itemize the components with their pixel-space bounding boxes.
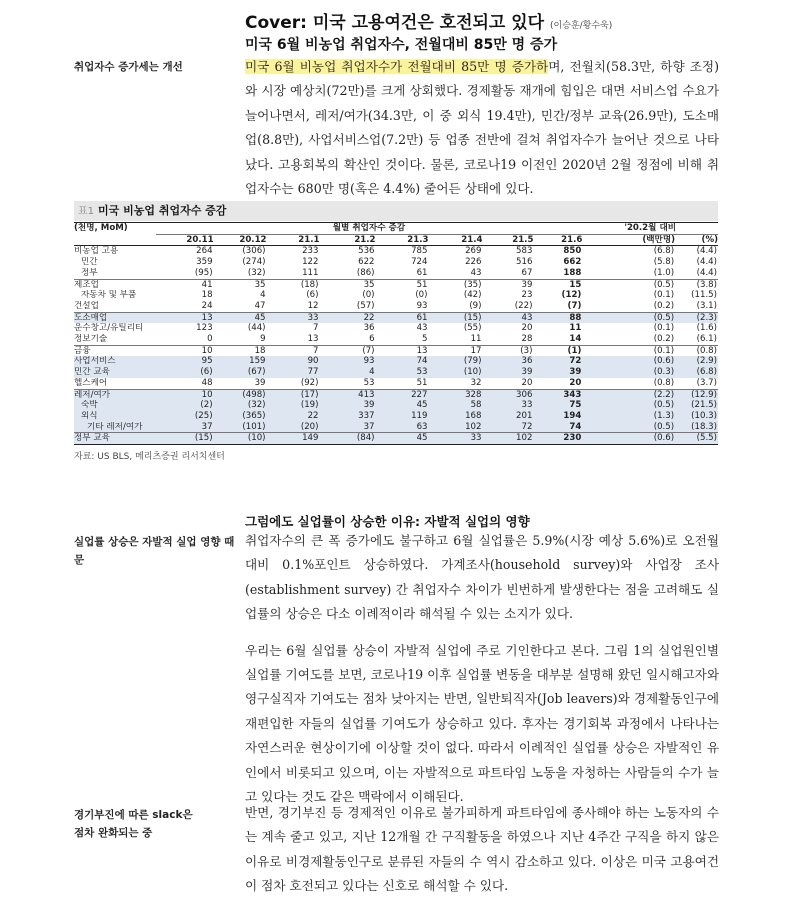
table-cell: 850	[563, 246, 582, 257]
table-cell: 47	[254, 300, 266, 311]
table-cell: 39	[483, 279, 534, 290]
table-cell: (1.6)	[696, 323, 717, 334]
row-label: 헬스케어	[74, 377, 108, 388]
row-label: 정보기술	[74, 334, 108, 345]
table-cell: 45	[376, 400, 429, 411]
table-cell: 102	[483, 433, 534, 445]
table-cell: 53	[376, 367, 429, 378]
table-cell: 37	[156, 422, 214, 433]
table-cell: 20	[521, 377, 533, 388]
table-row	[74, 356, 718, 367]
table-cell: 10	[156, 389, 214, 400]
table-cell: 328	[429, 389, 483, 400]
col-header: 21.5	[483, 234, 534, 246]
table-cell: 11	[569, 323, 582, 334]
col-header: (백만명)	[582, 234, 675, 246]
table-row	[74, 334, 718, 345]
table-cell: 23	[521, 290, 533, 301]
title-text: Cover: 미국 고용여건은 호전되고 있다	[245, 13, 545, 33]
table-cell: 61	[416, 267, 428, 278]
table-cell: (0.5)	[582, 312, 675, 323]
table-tag: 표1	[78, 206, 95, 217]
table-cell: 33	[483, 400, 534, 411]
table-cell: (7)	[320, 345, 376, 356]
table-cell: 74	[533, 422, 582, 433]
table-cell: 622	[358, 257, 375, 268]
table-cell: 159	[214, 356, 267, 367]
table-cell: 226	[465, 257, 482, 268]
section2-heading: 그럼에도 실업률이 상승한 이유: 자발적 실업의 영향	[245, 514, 530, 529]
row-label: 외식	[74, 411, 156, 422]
table-cell: (20)	[267, 422, 320, 433]
table-cell: (0.1)	[653, 290, 675, 301]
table-cell: 48	[201, 377, 213, 388]
table-cell: (1.3)	[582, 411, 675, 422]
table-cell: (11.5)	[691, 290, 717, 301]
table-row	[74, 257, 718, 268]
page-subtitle: 미국 6월 비농업 취업자수, 전월대비 85만 명 증가	[245, 37, 558, 53]
table-cell: 227	[376, 389, 429, 400]
side-label-slack-line1: 경기부진에 따른 slack은	[74, 809, 193, 821]
table-cell: (2.2)	[582, 389, 675, 400]
table-cell: (101)	[214, 422, 267, 433]
table-cell: (0.5)	[582, 422, 675, 433]
table-cell: 122	[302, 257, 319, 268]
table-cell: 45	[376, 433, 429, 445]
table-cell: 188	[563, 267, 582, 278]
table-row	[74, 378, 718, 389]
table-cell: (3.1)	[696, 300, 717, 311]
table-cell: (21.5)	[675, 400, 718, 411]
table-cell: (95)	[194, 267, 213, 278]
table-cell: 13	[156, 312, 214, 323]
table-cell: 33	[267, 312, 320, 323]
table-cell: (0)	[362, 290, 375, 301]
byline: (이승훈/황수욱)	[550, 21, 613, 31]
row-label: 민간	[81, 257, 98, 268]
table-cell: (2.3)	[675, 312, 718, 323]
table-cell: (67)	[214, 367, 267, 378]
col-header: 20.11	[156, 234, 214, 246]
table-cell: (4.4)	[696, 257, 717, 268]
table-cell: 4	[260, 290, 266, 301]
feb-header: '20.2월 대비	[582, 223, 718, 235]
section1-text: 며, 전월치(58.3만, 하향 조정)와 시장 예상치(72만)를 크게 상회했다. 경제활동 재개에 힘입은 대면 서비스업 수요가 늘어나면서, 레저/여가(34.3만, 이 중 외식 19.4만), 민간/정부 교육(26.9만), 도소매업(8.8만), 사업서비스업(7.2만) 등 업종 전반에 걸쳐 취업자수가 늘어난 것으로 나타났다. 고용회복의 확산인 것이다. 물론, 코로나19 이전인 2020년 2월 정점에 비해 취업자수는 680만 명(혹은 4.4%) 줄어든 상태에 있다.	[245, 59, 719, 197]
table-cell: 306	[483, 389, 534, 400]
table-cell: 343	[533, 389, 582, 400]
col-header: 21.1	[267, 234, 320, 246]
table-cell: 6	[369, 334, 375, 345]
table-cell: 88	[533, 312, 582, 323]
table-cell: 12	[307, 300, 319, 311]
side-label-slack-line2: 점차 완화되는 중	[74, 827, 153, 839]
table-cell: 39	[483, 367, 534, 378]
table-cell: 18	[214, 345, 267, 356]
table-cell: (498)	[214, 389, 267, 400]
col-header: 20.12	[214, 234, 267, 246]
table-cell: (0.1)	[582, 345, 675, 356]
table-cell: (92)	[300, 377, 319, 388]
table-cell: 264	[196, 246, 213, 257]
row-label: 금융	[74, 345, 156, 356]
row-label: 정부	[81, 267, 98, 278]
table-cell: (22)	[514, 300, 533, 311]
table-cell: (3.8)	[675, 279, 718, 290]
table-cell: (0.6)	[582, 356, 675, 367]
table-cell: 14	[569, 334, 582, 345]
table-source: 자료: US BLS, 메리츠증권 리서치센터	[74, 452, 225, 462]
table-cell: (55)	[463, 323, 482, 334]
table-cell: (6.8)	[675, 367, 718, 378]
side-label-unemployment: 실업률 상승은 자발적 실업 영향 때문	[74, 536, 235, 566]
table-cell: 194	[533, 411, 582, 422]
table-cell: 74	[376, 356, 429, 367]
table-cell: (4.4)	[696, 267, 717, 278]
table-cell: 269	[465, 246, 482, 257]
table-cell: 4	[320, 367, 376, 378]
table-cell: 53	[363, 377, 375, 388]
section2-para2: 우리는 6월 실업률 상승이 자발적 실업에 주로 기인한다고 본다. 그림 1의 실업원인별 실업률 기여도를 보면, 코로나19 이후 실업률 변동을 대부분 설명해 왔던 일시해고자와 영구실직자 기여도는 점차 낮아지는 반면, 일반퇴직자(Job leavers)와 경제활동인구에 재편입한 자들의 실업률 기여도가 상승하고 있다. 후자는 경기회복 과정에서 나타나는 자연스러운 현상이기에 이상할 것이 없다. 따라서 이례적인 실업률 상승은 자발적인 유인에서 비롯되고 있으며, 이는 자발적으로 파트타임 노동을 자청하는 사람들의 수가 늘고 있다는 것도 같은 맥락에서 이해된다.	[245, 642, 719, 805]
table-title-bar	[74, 201, 718, 221]
highlighted-text: 미국 6월 비농업 취업자수가 전월대비 85만 명 증가하	[245, 59, 549, 74]
table-cell: 32	[470, 377, 482, 388]
row-label: 민간 교육	[74, 367, 156, 378]
table-cell: 51	[416, 377, 428, 388]
table-cell: (5.5)	[675, 433, 718, 445]
table-cell: 39	[533, 367, 582, 378]
table-cell: (25)	[156, 411, 214, 422]
table-cell: 13	[307, 334, 319, 345]
table-cell: 233	[302, 246, 319, 257]
row-label: 사업서비스	[74, 356, 156, 367]
table-row	[74, 422, 718, 433]
table-cell: (15)	[429, 312, 483, 323]
table-row	[74, 389, 718, 400]
row-label: 건설업	[74, 300, 99, 311]
table-cell: (57)	[356, 300, 375, 311]
monthly-header: 월별 취업자수 증감	[156, 223, 583, 235]
col-header: 21.3	[376, 234, 429, 246]
table-cell: (0.2)	[653, 300, 675, 311]
side-label-slack	[74, 806, 239, 842]
table-cell: 11	[470, 334, 482, 345]
table-cell: (79)	[429, 356, 483, 367]
table-cell: 24	[201, 300, 213, 311]
table-cell: 39	[254, 377, 266, 388]
table-row	[74, 290, 718, 301]
row-label: 레저/여가	[74, 389, 156, 400]
table-cell: 123	[196, 323, 213, 334]
col-header: (%)	[675, 234, 718, 246]
table-cell: (0.1)	[653, 323, 675, 334]
table-row	[74, 345, 718, 356]
table-cell: (0)	[415, 290, 428, 301]
table-cell: (32)	[214, 400, 267, 411]
table-cell: 28	[521, 334, 533, 345]
table-cell: 230	[533, 433, 582, 445]
table-cell: (7)	[567, 300, 582, 311]
table-cell: 43	[470, 267, 482, 278]
table-cell: (19)	[267, 400, 320, 411]
row-label: 정부 교육	[74, 433, 156, 445]
table-cell: 41	[156, 279, 214, 290]
table-cell: (0.3)	[582, 367, 675, 378]
row-label: 자동차 및 부품	[81, 290, 137, 301]
table-row	[74, 279, 718, 290]
table-cell: 20	[521, 323, 533, 334]
table-cell: (35)	[429, 279, 483, 290]
table-cell: 51	[376, 279, 429, 290]
table-cell: 45	[214, 312, 267, 323]
section3-para: 반면, 경기부진 등 경제적인 이유로 불가피하게 파트타임에 종사해야 하는 노동자의 수는 계속 줄고 있고, 지난 12개월 간 구직활동을 하였으나 지난 4주간 구직을 하지 않은 이유로 비경제활동인구로 분류된 자들의 수 역시 감소하고 있다. 이상은 미국 고용여건이 점차 호전되고 있다는 신호로 해석할 수 있다.	[245, 805, 719, 894]
table-cell: 168	[429, 411, 483, 422]
table-row	[74, 433, 718, 445]
table-cell: (44)	[247, 323, 266, 334]
table-cell: 5	[422, 334, 428, 345]
table-cell: (365)	[214, 411, 267, 422]
table-cell: (0.5)	[582, 279, 675, 290]
table-row	[74, 367, 718, 378]
table-cell: (15)	[156, 433, 214, 445]
table-cell: 90	[267, 356, 320, 367]
table-cell: 35	[320, 279, 376, 290]
table-cell: 72	[533, 356, 582, 367]
table-cell: 0	[207, 334, 213, 345]
table-row	[74, 301, 718, 312]
table-cell: 58	[429, 400, 483, 411]
col-header: 21.4	[429, 234, 483, 246]
employment-table	[74, 222, 718, 445]
section2-body	[245, 529, 719, 809]
table-cell: 7	[313, 323, 319, 334]
row-label: 운수창고/유틸리티	[74, 323, 144, 334]
table-cell: 93	[416, 300, 428, 311]
table-cell: 43	[483, 312, 534, 323]
table-cell: (0.2)	[653, 334, 675, 345]
table-cell: 20	[569, 377, 582, 388]
table-cell: 583	[516, 246, 533, 257]
table-cell: (6)	[306, 290, 319, 301]
table-cell: (32)	[247, 267, 266, 278]
table-cell: 785	[411, 246, 428, 257]
table-cell: (3.7)	[696, 377, 717, 388]
table-cell: 22	[320, 312, 376, 323]
table-cell: 63	[376, 422, 429, 433]
table-cell: (12)	[561, 290, 582, 301]
table-cell: 337	[320, 411, 376, 422]
table-cell: 102	[429, 422, 483, 433]
table-row	[74, 323, 718, 334]
table-cell: (0.8)	[653, 377, 675, 388]
table-cell: 36	[363, 323, 375, 334]
table-cell: 35	[214, 279, 267, 290]
table-cell: (9)	[469, 300, 482, 311]
table-cell: 37	[320, 422, 376, 433]
table-cell: (6.8)	[653, 246, 675, 257]
table-row	[74, 246, 718, 257]
table-cell: (6)	[156, 367, 214, 378]
table-cell: 724	[411, 257, 428, 268]
table-cell: 201	[483, 411, 534, 422]
table-cell: 536	[358, 246, 375, 257]
table-row	[74, 268, 718, 279]
row-label: 도소매업	[74, 312, 156, 323]
table-row	[74, 411, 718, 422]
table-cell: (86)	[356, 267, 375, 278]
table-row	[74, 312, 718, 323]
table-cell: 359	[196, 257, 213, 268]
table-cell: 93	[320, 356, 376, 367]
table-cell: (6.1)	[696, 334, 717, 345]
row-label: 숙박	[74, 400, 156, 411]
table-cell: (18)	[267, 279, 320, 290]
table-cell: 662	[563, 257, 582, 268]
row-label: 기타 레저/여가	[74, 422, 156, 433]
table-cell: 17	[429, 345, 483, 356]
table-cell: (10)	[214, 433, 267, 445]
table-cell: 149	[267, 433, 320, 445]
table-cell: (18.3)	[675, 422, 718, 433]
col-header: 21.6	[533, 234, 582, 246]
table-cell: (306)	[242, 246, 266, 257]
table-cell: 75	[533, 400, 582, 411]
row-label: 비농업 고용	[74, 246, 119, 257]
table-cell: (12.9)	[675, 389, 718, 400]
table-cell: 119	[376, 411, 429, 422]
table-cell: (84)	[320, 433, 376, 445]
table-cell: 77	[267, 367, 320, 378]
section3-body	[245, 801, 719, 899]
table-cell: 13	[376, 345, 429, 356]
table-cell: (4.4)	[696, 246, 717, 257]
table-title: 미국 비농업 취업자수 증감	[98, 204, 227, 217]
row-label: 제조업	[74, 279, 156, 290]
table-cell: 413	[320, 389, 376, 400]
table-cell: 67	[521, 267, 533, 278]
table-cell: (1.0)	[653, 267, 675, 278]
table-cell: 7	[267, 345, 320, 356]
table-cell: (0.6)	[582, 433, 675, 445]
side-label-employment: 취업자수 증가세는 개선	[74, 61, 183, 73]
table-cell: 95	[156, 356, 214, 367]
table-cell: (1)	[533, 345, 582, 356]
table-cell: 9	[260, 334, 266, 345]
table-cell: (42)	[463, 290, 482, 301]
table-cell: (0.5)	[582, 400, 675, 411]
table-cell: 39	[320, 400, 376, 411]
section2-para1: 취업자수의 큰 폭 증가에도 불구하고 6월 실업률은 5.9%(시장 예상 5.6%)로 오전월대비 0.1%포인트 상승하였다. 가계조사(household survey)와 사업장 조사(establishment survey) 간 취업자수 차이가 빈번하게 발생한다는 점을 고려해도 실업률의 상승은 다소 이례적이라 해석될 수 있는 소지가 있다.	[245, 533, 719, 622]
page-title	[245, 8, 612, 33]
table-cell: 15	[533, 279, 582, 290]
table-cell: (10.3)	[675, 411, 718, 422]
section1-body	[245, 55, 719, 201]
table-cell: 61	[376, 312, 429, 323]
col-header: 21.2	[320, 234, 376, 246]
table-cell: (0.8)	[675, 345, 718, 356]
table-cell: 111	[302, 267, 319, 278]
table-cell: 36	[483, 356, 534, 367]
table-row	[74, 400, 718, 411]
table-cell: (2.9)	[675, 356, 718, 367]
table-cell: (17)	[267, 389, 320, 400]
table-cell: (5.8)	[653, 257, 675, 268]
table-cell: 10	[156, 345, 214, 356]
table-unit: (천명, MoM)	[74, 223, 156, 235]
table-cell: 72	[483, 422, 534, 433]
table-cell: 516	[516, 257, 533, 268]
table-cell: 18	[201, 290, 213, 301]
table-cell: (274)	[242, 257, 266, 268]
table-cell: 33	[429, 433, 483, 445]
table-cell: 43	[416, 323, 428, 334]
table-cell: 22	[267, 411, 320, 422]
table-cell: (2)	[156, 400, 214, 411]
table-cell: (3)	[483, 345, 534, 356]
table-cell: (10)	[429, 367, 483, 378]
